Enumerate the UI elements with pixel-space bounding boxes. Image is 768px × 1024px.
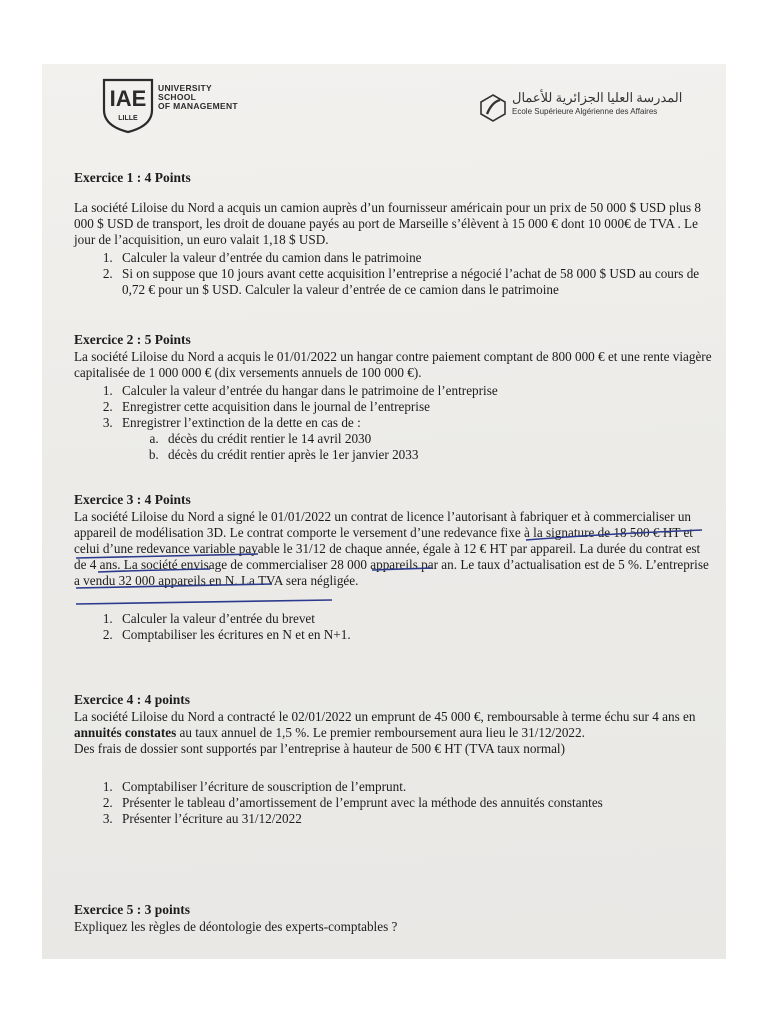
question-list bbox=[74, 779, 714, 827]
exercise-3 bbox=[74, 492, 714, 643]
exercise-title: Exercice 4 : 4 points bbox=[74, 692, 190, 707]
sub-question-list bbox=[122, 431, 714, 463]
question-list bbox=[74, 611, 714, 643]
statement-emphasis: annuités constates bbox=[74, 725, 177, 740]
iae-line-3: OF MANAGEMENT bbox=[158, 101, 238, 111]
exercise-title: Exercice 1 : 4 Points bbox=[74, 170, 191, 185]
question-list bbox=[74, 383, 714, 463]
statement-part: au taux annuel de 1,5 %. Le premier remboursement aura lieu le 31/12/2022. bbox=[176, 725, 585, 740]
exercise-4 bbox=[74, 692, 714, 827]
exercise-statement: La société Liloise du Nord a acquis un camion auprès d’un fournisseur américain pour un prix de 50 000 $ USD plus 8 000 $ USD de transport, les droit de douane payés au port de Marseille s’élèvent à 15 000 € dont 10 000€ de TVA . Le jour de l’acquisition, un euro valait 1,18 $ USD. bbox=[74, 200, 701, 247]
exercise-1 bbox=[74, 170, 714, 298]
exercise-title: Exercice 2 : 5 Points bbox=[74, 332, 191, 347]
question-item: 2. Présenter le tableau d’amortissement de l’emprunt avec la méthode des annuités constantes bbox=[116, 795, 714, 811]
exercise-5 bbox=[74, 902, 714, 935]
iae-logo bbox=[98, 76, 158, 134]
exercise-title: Exercice 5 : 3 points bbox=[74, 902, 190, 917]
esaa-arabic-name: المدرسة العليا الجزائرية للأعمال bbox=[512, 90, 683, 105]
exercise-statement: La société Liloise du Nord a signé le 01/01/2022 un contrat de licence l’autorisant à fabriquer et à commercialiser un appareil de modélisation 3D. Le contrat comporte le versement d’une redevance fixe à la signature de 18 500 € HT et celui d’une redevance variable payable le 31/12 de chaque année, égale à 12 € HT par appareil. La durée du contrat est de 4 ans. La société envisage de commercialiser 28 000 appareils par an. Le taux d’actualisation est de 5 %. L’entreprise a vendu 32 000 appareils en N. La TVA sera négligée. bbox=[74, 509, 709, 588]
exercise-statement: La société Liloise du Nord a acquis le 01/01/2022 un hangar contre paiement comptant de 800 000 € et une rente viagère capitalisée de 1 000 000 € (dix versements annuels de 100 000 €). bbox=[74, 349, 712, 380]
question-item: 1. Calculer la valeur d’entrée du brevet bbox=[116, 611, 714, 627]
exam-sheet bbox=[42, 64, 726, 959]
esaa-logo-icon bbox=[478, 92, 508, 124]
exercise-note: Des frais de dossier sont supportés par l’entreprise à hauteur de 500 € HT (TVA taux normal) bbox=[74, 741, 565, 756]
iae-school-name bbox=[158, 84, 238, 111]
header bbox=[42, 64, 726, 144]
question-item: 1. Calculer la valeur d’entrée du camion dans le patrimoine bbox=[116, 250, 714, 266]
question-item bbox=[116, 415, 714, 463]
exercise-title: Exercice 3 : 4 Points bbox=[74, 492, 191, 507]
esaa-french-name: Ecole Supérieure Algérienne des Affaires bbox=[512, 107, 658, 116]
iae-logo-mark: IAE bbox=[109, 86, 147, 111]
iae-line-1: UNIVERSITY bbox=[158, 83, 213, 93]
exercise-2 bbox=[74, 332, 714, 463]
question-item: 2. Si on suppose que 10 jours avant cette acquisition l’entreprise a négocié l’achat de 58 000 $ USD au cours de 0,72 € pour un $ USD. Calculer la valeur d’entrée de ce camion dans le patrimoine bbox=[116, 266, 714, 298]
iae-logo-sub: LILLE bbox=[118, 115, 138, 122]
statement-part: La société Liloise du Nord a contracté le 02/01/2022 un emprunt de 45 000 €, remboursable à terme échu sur 4 ans en bbox=[74, 709, 696, 724]
iae-line-2: SCHOOL bbox=[158, 92, 197, 102]
question-item: 2. Enregistrer cette acquisition dans le journal de l’entreprise bbox=[116, 399, 714, 415]
sub-question-item: a. décès du crédit rentier le 14 avril 2030 bbox=[162, 431, 714, 447]
question-item: 1. Calculer la valeur d’entrée du hangar dans le patrimoine de l’entreprise bbox=[116, 383, 714, 399]
exercise-statement: Expliquez les règles de déontologie des experts-comptables ? bbox=[74, 919, 398, 934]
sub-question-item: b. décès du crédit rentier après le 1er janvier 2033 bbox=[162, 447, 714, 463]
question-text: Enregistrer l’extinction de la dette en cas de : bbox=[122, 415, 361, 430]
question-list bbox=[74, 250, 714, 298]
exercise-statement bbox=[74, 709, 714, 741]
question-item: 2. Comptabiliser les écritures en N et en N+1. bbox=[116, 627, 714, 643]
question-item: 1. Comptabiliser l’écriture de souscription de l’emprunt. bbox=[116, 779, 714, 795]
question-item: 3. Présenter l’écriture au 31/12/2022 bbox=[116, 811, 714, 827]
